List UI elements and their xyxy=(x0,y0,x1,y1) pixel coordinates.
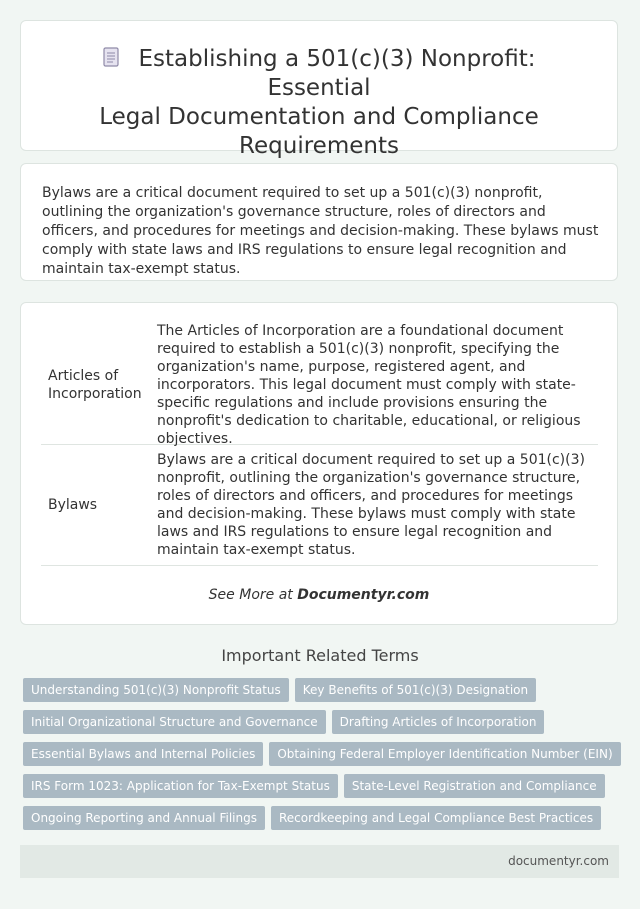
title-card xyxy=(20,20,618,159)
related-term-tag[interactable]: Key Benefits of 501(c)(3) Designation xyxy=(295,678,536,702)
term-cell: Bylaws xyxy=(48,497,98,513)
related-term-tag[interactable]: Drafting Articles of Incorporation xyxy=(332,710,545,734)
related-term-tag[interactable]: Obtaining Federal Employer Identification Number (EIN) xyxy=(269,742,620,766)
table-row xyxy=(41,322,598,447)
related-term-tag[interactable]: Initial Organizational Structure and Governance xyxy=(23,710,326,734)
related-terms-tags xyxy=(23,678,613,838)
tag-line xyxy=(23,678,583,702)
see-more-link[interactable]: Documentyr.com xyxy=(297,587,430,603)
definitions-table xyxy=(20,302,618,625)
tag-line xyxy=(23,806,594,830)
related-term-tag[interactable]: Understanding 501(c)(3) Nonprofit Status xyxy=(23,678,289,702)
title-line-2: Legal Documentation and Compliance xyxy=(99,104,539,130)
table-row xyxy=(41,445,598,566)
related-term-tag[interactable]: Ongoing Reporting and Annual Filings xyxy=(23,806,265,830)
tag-line xyxy=(23,710,583,734)
intro-card xyxy=(20,163,618,281)
description-cell: Bylaws are a critical document required to set up a 501(c)(3) nonprofit, outlining the organization's governance structure, roles of directors and officers, and procedures for meetings and decision-making. These bylaws must comply with state laws and IRS regulations to ensure legal recognition and maintain tax-exempt status. xyxy=(157,452,585,558)
term-cell: Articles of Incorporation xyxy=(48,367,142,402)
footer-site-link[interactable]: documentyr.com xyxy=(508,854,609,868)
page-title xyxy=(21,45,617,161)
related-term-tag[interactable]: IRS Form 1023: Application for Tax-Exempt Status xyxy=(23,774,338,798)
see-more-text xyxy=(21,587,617,603)
title-line-3: Requirements xyxy=(239,133,399,159)
title-line-1: Establishing a 501(c)(3) Nonprofit: Essential xyxy=(138,46,536,101)
footer-bar xyxy=(20,845,619,878)
related-term-tag[interactable]: Essential Bylaws and Internal Policies xyxy=(23,742,263,766)
document-icon xyxy=(103,47,119,67)
tag-line xyxy=(23,774,597,798)
description-cell: The Articles of Incorporation are a foundational document required to establish a 501(c)(3) nonprofit, specifying the organization's name, purpose, registered agent, and incorporators. This legal document must comply with state-specific regulations and include provisions ensuring the nonprofit's dedication to charitable, educational, or religious objectives. xyxy=(157,322,581,447)
related-terms-heading: Important Related Terms xyxy=(221,646,419,665)
intro-paragraph: Bylaws are a critical document required to set up a 501(c)(3) nonprofit, outlining the organization's governance structure, roles of directors and officers, and procedures for meetings and decision-making. These bylaws must comply with state laws and IRS regulations to ensure legal recognition and maintain tax-exempt status. xyxy=(42,185,599,277)
see-more-prefix: See More at xyxy=(208,587,298,603)
tag-line xyxy=(23,742,613,766)
related-term-tag[interactable]: Recordkeeping and Legal Compliance Best Practices xyxy=(271,806,601,830)
related-term-tag[interactable]: State-Level Registration and Compliance xyxy=(344,774,605,798)
